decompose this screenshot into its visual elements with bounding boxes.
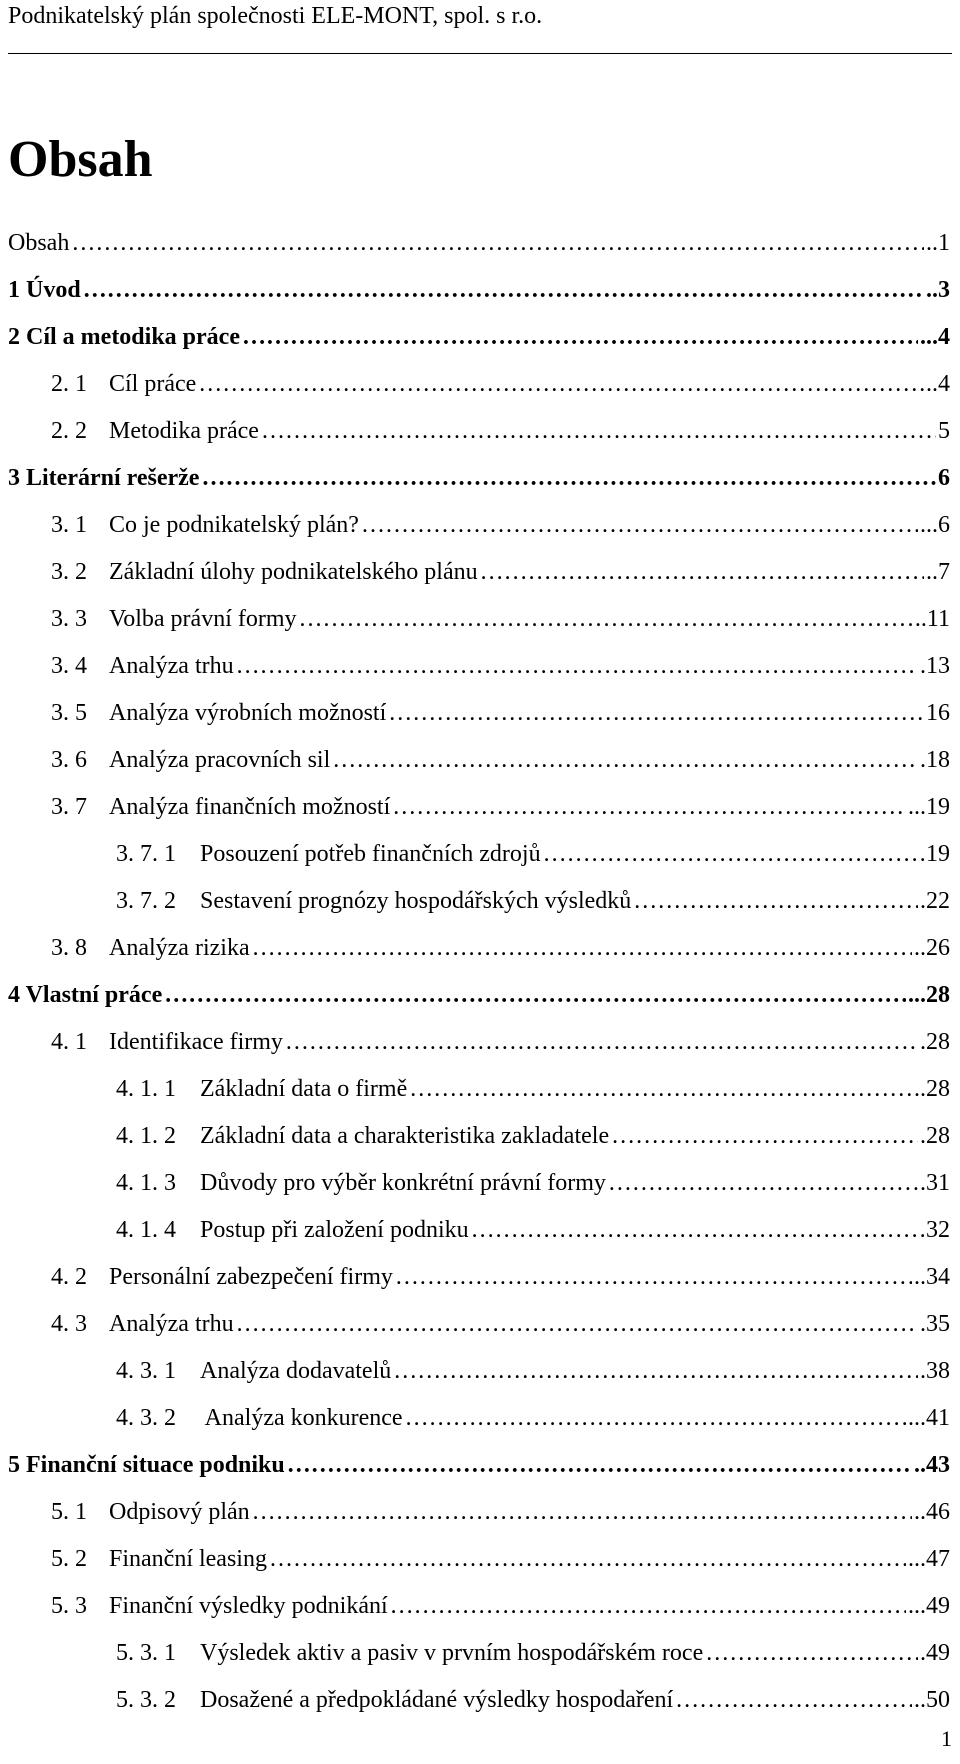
toc-entry-label xyxy=(116,1395,403,1442)
toc-entry-label xyxy=(51,1583,388,1630)
toc-entry[interactable] xyxy=(0,549,960,596)
toc-entry-title: Analýza dodavatelů xyxy=(200,1358,392,1384)
toc-dot-leader xyxy=(287,1442,912,1489)
toc-entry[interactable] xyxy=(0,1583,960,1630)
toc-entry-label xyxy=(51,1019,283,1066)
table-of-contents xyxy=(0,220,960,1724)
toc-dot-leader xyxy=(405,1395,906,1442)
toc-entry-label xyxy=(116,1677,673,1724)
toc-entry-title: Základní data o firmě xyxy=(200,1076,408,1102)
page-number: 1 xyxy=(941,1726,952,1751)
toc-entry-number: 2. 2 xyxy=(51,418,87,444)
toc-entry-title: Výsledek aktiv a pasiv v prvním hospodářském roce xyxy=(200,1640,704,1666)
toc-entry-label xyxy=(116,1630,703,1677)
toc-dot-leader xyxy=(236,1301,918,1348)
toc-entry-label xyxy=(51,361,196,408)
toc-entry-label xyxy=(51,784,390,831)
toc-entry-number: 1 xyxy=(8,277,20,303)
toc-entry-title: Základní úlohy podnikatelského plánu xyxy=(109,559,478,585)
toc-dot-leader xyxy=(252,925,912,972)
toc-entry-number: 4. 1. 1 xyxy=(116,1076,176,1102)
toc-entry[interactable] xyxy=(0,1160,960,1207)
toc-dot-leader xyxy=(633,878,918,925)
toc-entry[interactable] xyxy=(0,361,960,408)
toc-entry-label xyxy=(51,596,297,643)
toc-dot-leader xyxy=(480,549,924,596)
toc-entry-number: 3. 5 xyxy=(51,700,87,726)
toc-dot-leader xyxy=(299,596,913,643)
toc-dot-leader xyxy=(269,1536,906,1583)
toc-entry-label xyxy=(116,878,631,925)
toc-entry[interactable] xyxy=(0,643,960,690)
toc-entry-label xyxy=(8,1442,285,1489)
toc-entry-label xyxy=(116,1348,391,1395)
toc-entry[interactable] xyxy=(0,1066,960,1113)
toc-entry-page: .31 xyxy=(920,1170,950,1196)
toc-entry-title: Literární rešerže xyxy=(26,465,200,491)
toc-entry-title: Identifikace firmy xyxy=(109,1029,283,1055)
toc-dot-leader xyxy=(611,1113,918,1160)
toc-dot-leader xyxy=(236,643,918,690)
toc-entry-number: 3. 7 xyxy=(51,794,87,820)
toc-entry-page: 5 xyxy=(938,418,950,444)
toc-entry-page: .13 xyxy=(920,653,950,679)
toc-entry-title: Analýza rizika xyxy=(109,935,250,961)
toc-dot-leader xyxy=(395,1254,912,1301)
toc-entry-number: 4. 1. 2 xyxy=(116,1123,176,1149)
toc-entry-page: ..26 xyxy=(914,935,950,961)
toc-entry-page: ...19 xyxy=(908,794,950,820)
toc-entry-title: Finanční situace podniku xyxy=(26,1452,285,1478)
toc-entry-page: ..43 xyxy=(914,1452,950,1478)
toc-entry-title: Volba právní formy xyxy=(109,606,297,632)
toc-entry-page: ..28 xyxy=(914,1076,950,1102)
toc-entry-number: 4. 2 xyxy=(51,1264,87,1290)
toc-entry-page: 16 xyxy=(926,700,950,726)
toc-entry-number: 5. 1 xyxy=(51,1499,87,1525)
toc-entry-label xyxy=(116,1207,469,1254)
toc-entry-page: .35 xyxy=(920,1311,950,1337)
toc-entry-title: Cíl práce xyxy=(109,371,197,397)
toc-entry-page: ..11 xyxy=(914,606,950,632)
toc-entry-number: 5. 3. 2 xyxy=(116,1687,176,1713)
toc-entry-number: 3. 4 xyxy=(51,653,87,679)
toc-dot-leader xyxy=(71,220,924,267)
toc-entry-page: .18 xyxy=(920,747,950,773)
toc-dot-leader xyxy=(164,972,906,1019)
toc-entry-page: .38 xyxy=(920,1358,950,1384)
toc-entry-number: 3. 7. 1 xyxy=(116,841,176,867)
toc-entry-title: Odpisový plán xyxy=(109,1499,250,1525)
toc-entry[interactable] xyxy=(0,1395,960,1442)
toc-entry-number: 4. 1. 4 xyxy=(116,1217,176,1243)
toc-entry-title: Základní data a charakteristika zakladatele xyxy=(200,1123,610,1149)
toc-entry-title: Sestavení prognózy hospodářských výsledků xyxy=(200,888,632,914)
toc-entry-title: Analýza konkurence xyxy=(200,1405,403,1431)
toc-dot-leader xyxy=(393,1348,918,1395)
toc-entry-page: ..3 xyxy=(926,277,950,303)
toc-entry-label xyxy=(8,220,69,267)
toc-entry-label xyxy=(51,925,250,972)
toc-entry[interactable] xyxy=(0,878,960,925)
toc-dot-leader xyxy=(285,1019,918,1066)
toc-entry-number: 2. 1 xyxy=(51,371,87,397)
toc-entry-title: Vlastní práce xyxy=(25,982,163,1008)
toc-dot-leader xyxy=(261,408,936,455)
toc-entry-number: 5 xyxy=(8,1452,20,1478)
toc-dot-leader xyxy=(332,737,918,784)
toc-entry-number: 4. 1 xyxy=(51,1029,87,1055)
toc-entry-number: 3 xyxy=(8,465,20,491)
toc-entry[interactable] xyxy=(0,1630,960,1677)
toc-dot-leader xyxy=(543,831,924,878)
toc-entry-page: ...47 xyxy=(908,1546,950,1572)
toc-dot-leader xyxy=(252,1489,912,1536)
toc-entry-page: 32 xyxy=(926,1217,950,1243)
toc-entry[interactable] xyxy=(0,314,960,361)
toc-entry-number: 3. 2 xyxy=(51,559,87,585)
toc-entry-label xyxy=(51,690,386,737)
toc-entry-number: 3. 8 xyxy=(51,935,87,961)
toc-entry-number: 5. 3 xyxy=(51,1593,87,1619)
toc-entry-number: 2 xyxy=(8,324,20,350)
toc-dot-leader xyxy=(705,1630,918,1677)
toc-entry-title: Metodika práce xyxy=(109,418,259,444)
toc-entry-label xyxy=(116,1113,609,1160)
toc-entry-page: ...4 xyxy=(920,324,950,350)
toc-entry-number: 4. 1. 3 xyxy=(116,1170,176,1196)
toc-entry-number: 4. 3 xyxy=(51,1311,87,1337)
toc-entry[interactable] xyxy=(0,455,960,502)
toc-entry[interactable] xyxy=(0,596,960,643)
toc-entry-page: ...41 xyxy=(908,1405,950,1431)
toc-entry-label xyxy=(51,643,234,690)
toc-entry-label xyxy=(51,1254,393,1301)
toc-entry-title: Analýza trhu xyxy=(109,1311,234,1337)
toc-entry-title: Finanční výsledky podnikání xyxy=(109,1593,388,1619)
toc-entry-label xyxy=(51,1301,234,1348)
toc-entry-number: 3. 3 xyxy=(51,606,87,632)
toc-dot-leader xyxy=(242,314,918,361)
toc-entry-page: ..46 xyxy=(914,1499,950,1525)
toc-dot-leader xyxy=(83,267,924,314)
toc-entry[interactable] xyxy=(0,690,960,737)
toc-entry[interactable] xyxy=(0,784,960,831)
toc-entry-page: 19 xyxy=(926,841,950,867)
toc-entry-title: Analýza finančních možností xyxy=(109,794,391,820)
toc-dot-leader xyxy=(409,1066,912,1113)
toc-dot-leader xyxy=(388,690,924,737)
toc-entry-page: ...49 xyxy=(908,1593,950,1619)
toc-dot-leader xyxy=(471,1207,924,1254)
toc-entry-page: ..1 xyxy=(926,230,950,256)
toc-entry-number: 4. 3. 2 xyxy=(116,1405,176,1431)
toc-entry-page: ..34 xyxy=(914,1264,950,1290)
toc-entry-page: ..4 xyxy=(926,371,950,397)
toc-entry-title: Dosažené a předpokládané výsledky hospodaření xyxy=(200,1687,674,1713)
toc-entry-page: ...6 xyxy=(920,512,950,538)
toc-entry-title: Co je podnikatelský plán? xyxy=(109,512,359,538)
toc-entry-title: Cíl a metodika práce xyxy=(26,324,240,350)
toc-entry[interactable] xyxy=(0,1442,960,1489)
toc-entry-label xyxy=(51,1489,250,1536)
toc-entry-page: ...28 xyxy=(908,982,950,1008)
toc-entry-label xyxy=(8,267,81,314)
toc-dot-leader xyxy=(390,1583,906,1630)
toc-entry-page: ..7 xyxy=(926,559,950,585)
toc-entry-label xyxy=(51,502,359,549)
toc-entry-title: Úvod xyxy=(26,277,81,303)
toc-entry-number: 5. 2 xyxy=(51,1546,87,1572)
header-rule xyxy=(8,53,952,54)
toc-entry-page: .49 xyxy=(920,1640,950,1666)
toc-dot-leader xyxy=(198,361,924,408)
toc-entry-number: 4. 3. 1 xyxy=(116,1358,176,1384)
toc-entry[interactable] xyxy=(0,502,960,549)
running-header: Podnikatelský plán společnosti ELE-MONT, spol. s r.o. xyxy=(8,3,543,29)
toc-entry[interactable] xyxy=(0,1677,960,1724)
toc-entry-label xyxy=(51,737,330,784)
toc-entry[interactable] xyxy=(0,220,960,267)
toc-entry-label xyxy=(51,408,259,455)
toc-entry-title: Postup při založení podniku xyxy=(200,1217,469,1243)
toc-entry-label xyxy=(116,831,541,878)
toc-dot-leader xyxy=(392,784,906,831)
toc-entry-label xyxy=(8,455,199,502)
toc-entry[interactable] xyxy=(0,1207,960,1254)
toc-entry[interactable] xyxy=(0,1301,960,1348)
toc-entry-title: Důvody pro výběr konkrétní právní formy xyxy=(200,1170,606,1196)
toc-entry-number: 3. 6 xyxy=(51,747,87,773)
toc-entry-label xyxy=(8,314,240,361)
toc-entry[interactable] xyxy=(0,1536,960,1583)
toc-entry-number: 4 xyxy=(8,982,20,1008)
toc-dot-leader xyxy=(608,1160,918,1207)
toc-entry-title: Analýza výrobních možností xyxy=(109,700,387,726)
toc-entry-label xyxy=(116,1066,407,1113)
toc-entry-label xyxy=(51,1536,267,1583)
toc-dot-leader xyxy=(675,1677,912,1724)
toc-entry-title: Obsah xyxy=(8,230,70,256)
toc-entry[interactable] xyxy=(0,1019,960,1066)
toc-entry-number: 3. 7. 2 xyxy=(116,888,176,914)
toc-dot-leader xyxy=(361,502,918,549)
toc-heading: Obsah xyxy=(8,131,153,188)
toc-entry[interactable] xyxy=(0,737,960,784)
toc-entry-number: 3. 1 xyxy=(51,512,87,538)
toc-entry-title: Personální zabezpečení firmy xyxy=(109,1264,393,1290)
toc-entry[interactable] xyxy=(0,972,960,1019)
toc-entry-label xyxy=(116,1160,606,1207)
toc-entry-page: .28 xyxy=(920,1029,950,1055)
toc-entry-title: Analýza pracovních sil xyxy=(109,747,331,773)
toc-entry[interactable] xyxy=(0,925,960,972)
toc-entry-title: Analýza trhu xyxy=(109,653,234,679)
toc-entry-label xyxy=(8,972,162,1019)
toc-entry-page: .22 xyxy=(920,888,950,914)
toc-entry[interactable] xyxy=(0,1254,960,1301)
toc-entry-page: .28 xyxy=(920,1123,950,1149)
toc-entry[interactable] xyxy=(0,1489,960,1536)
toc-entry-label xyxy=(51,549,478,596)
toc-entry-title: Finanční leasing xyxy=(109,1546,267,1572)
toc-entry-number: 5. 3. 1 xyxy=(116,1640,176,1666)
toc-entry[interactable] xyxy=(0,831,960,878)
toc-entry-page: ..50 xyxy=(914,1687,950,1713)
toc-entry[interactable] xyxy=(0,1348,960,1395)
toc-entry-page: 6 xyxy=(938,465,950,491)
toc-entry-title: Posouzení potřeb finančních zdrojů xyxy=(200,841,541,867)
toc-entry[interactable] xyxy=(0,267,960,314)
toc-entry[interactable] xyxy=(0,408,960,455)
toc-entry[interactable] xyxy=(0,1113,960,1160)
toc-dot-leader xyxy=(201,455,936,502)
